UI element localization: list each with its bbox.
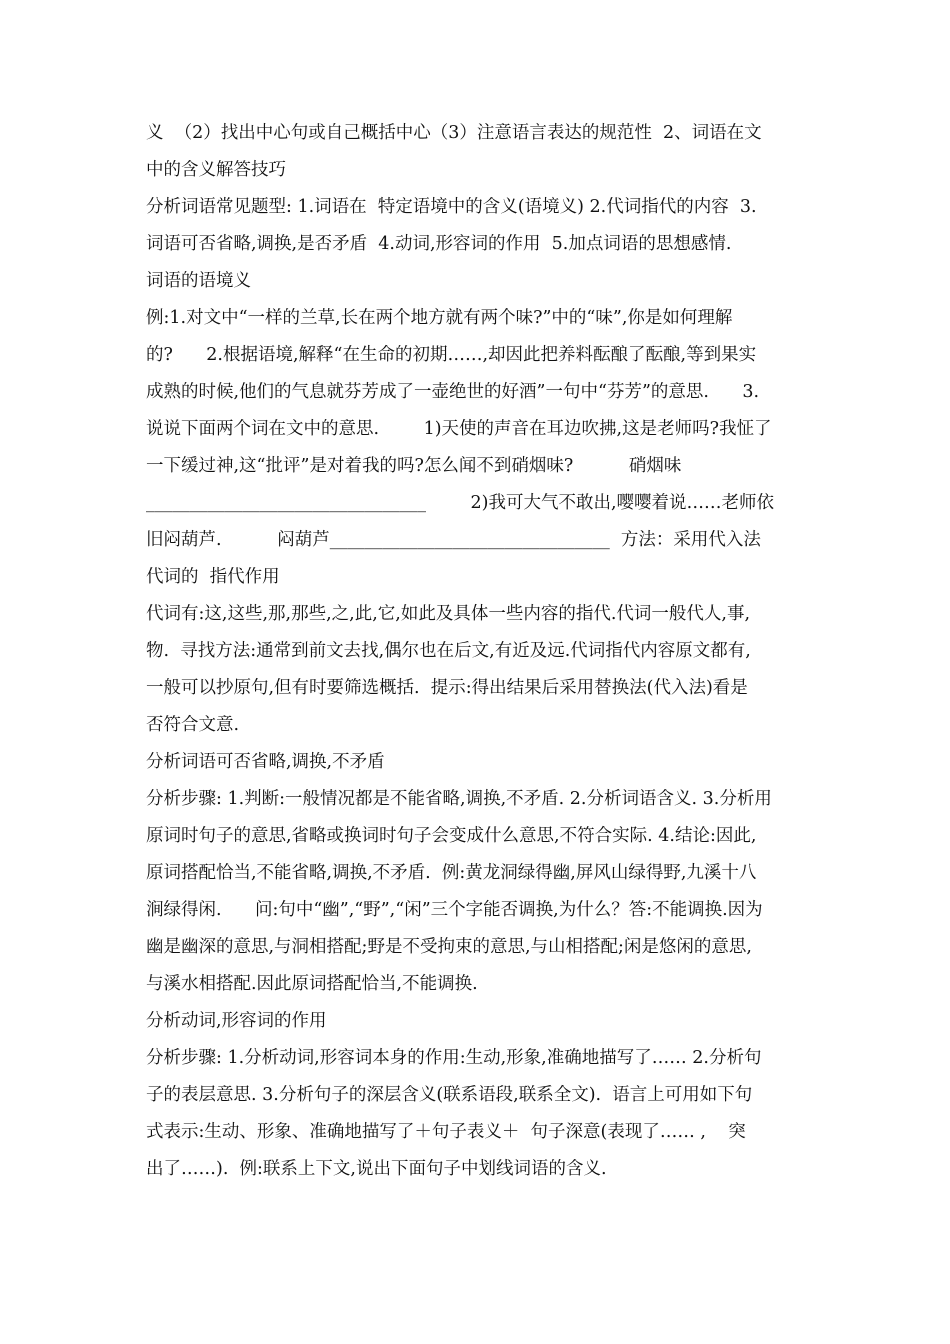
text-line: 分析词语常见题型: 1.词语在 特定语境中的含义(语境义) 2.代词指代的内容 3.: [146, 197, 757, 217]
text-line: 出了……). 例:联系上下文,说出下面句子中划线词语的含义.: [146, 1159, 607, 1179]
section-heading: 分析动词,形容词的作用: [146, 1011, 327, 1031]
text-line: 物. 寻找方法:通常到前文去找,偶尔也在后文,有近及远.代词指代内容原文都有,: [146, 641, 751, 661]
text-line: 原词搭配恰当,不能省略,调换,不矛盾. 例:黄龙洞绿得幽,屏风山绿得野,九溪十八: [146, 863, 757, 883]
text-line: 词语可否省略,调换,是否矛盾 4.动词,形容词的作用 5.加点词语的思想感情.: [146, 234, 732, 254]
text-line: 与溪水相搭配.因此原词搭配恰当,不能调换.: [146, 974, 478, 994]
text-line: 否符合文意.: [146, 715, 240, 735]
text-line: 旧闷葫芦. 闷葫芦________________________________ 方法：采用代入法: [146, 530, 761, 550]
text-line: 说说下面两个词在文中的意思. 1)天使的声音在耳边吹拂,这是老师吗?我怔了: [146, 419, 772, 439]
text-line: 分析步骤: 1.判断:一般情况都是不能省略,调换,不矛盾. 2.分析词语含义. 3.分析用: [146, 789, 772, 809]
section-heading: 词语的语境义: [146, 271, 251, 291]
text-line: 涧绿得闲. 问:句中“幽”,“野”,“闲”三个字能否调换,为什么？答:不能调换.因为: [146, 900, 763, 920]
text-line: 的? 2.根据语境,解释“在生命的初期……,却因此把养料酝酿了酝酿,等到果实: [146, 345, 757, 365]
text-line: 成熟的时候,他们的气息就芬芳成了一壶绝世的好酒”一句中“芬芳”的意思. 3.: [146, 382, 760, 402]
text-line: 子的表层意思. 3.分析句子的深层含义(联系语段,联系全文). 语言上可用如下句: [146, 1085, 753, 1105]
text-line: ________________________________ 2)我可大气不敢出,嘤嘤着说……老师依: [146, 493, 775, 513]
text-line: 幽是幽深的意思,与洞相搭配;野是不受拘束的意思,与山相搭配;闲是悠闲的意思,: [146, 937, 752, 957]
section-heading: 代词的 指代作用: [146, 567, 280, 587]
text-line: 一般可以抄原句,但有时要筛选概括. 提示:得出结果后采用替换法(代入法)看是: [146, 678, 748, 698]
text-line: 一下缓过神,这“批评”是对着我的吗?怎么闻不到硝烟味? 硝烟味: [146, 456, 682, 476]
text-line: 原词时句子的意思,省略或换词时句子会变成什么意思,不符合实际. 4.结论:因此,: [146, 826, 757, 846]
text-line: 中的含义解答技巧: [146, 160, 286, 180]
text-line: 分析步骤: 1.分析动词,形容词本身的作用:生动,形象,准确地描写了…… 2.分析句: [146, 1048, 762, 1068]
text-line: 式表示:生动、形象、准确地描写了＋句子表义＋ 句子深意(表现了…… , 突: [146, 1122, 746, 1142]
text-line: 义 （2）找出中心句或自己概括中心（3）注意语言表达的规范性 2、词语在文: [146, 123, 762, 143]
text-line: 例:1.对文中“一样的兰草,长在两个地方就有两个味?”中的“味”,你是如何理解: [146, 308, 733, 328]
text-line: 代词有:这,这些,那,那些,之,此,它,如此及具体一些内容的指代.代词一般代人,事,: [146, 604, 751, 624]
section-heading: 分析词语可否省略,调换,不矛盾: [146, 752, 385, 772]
